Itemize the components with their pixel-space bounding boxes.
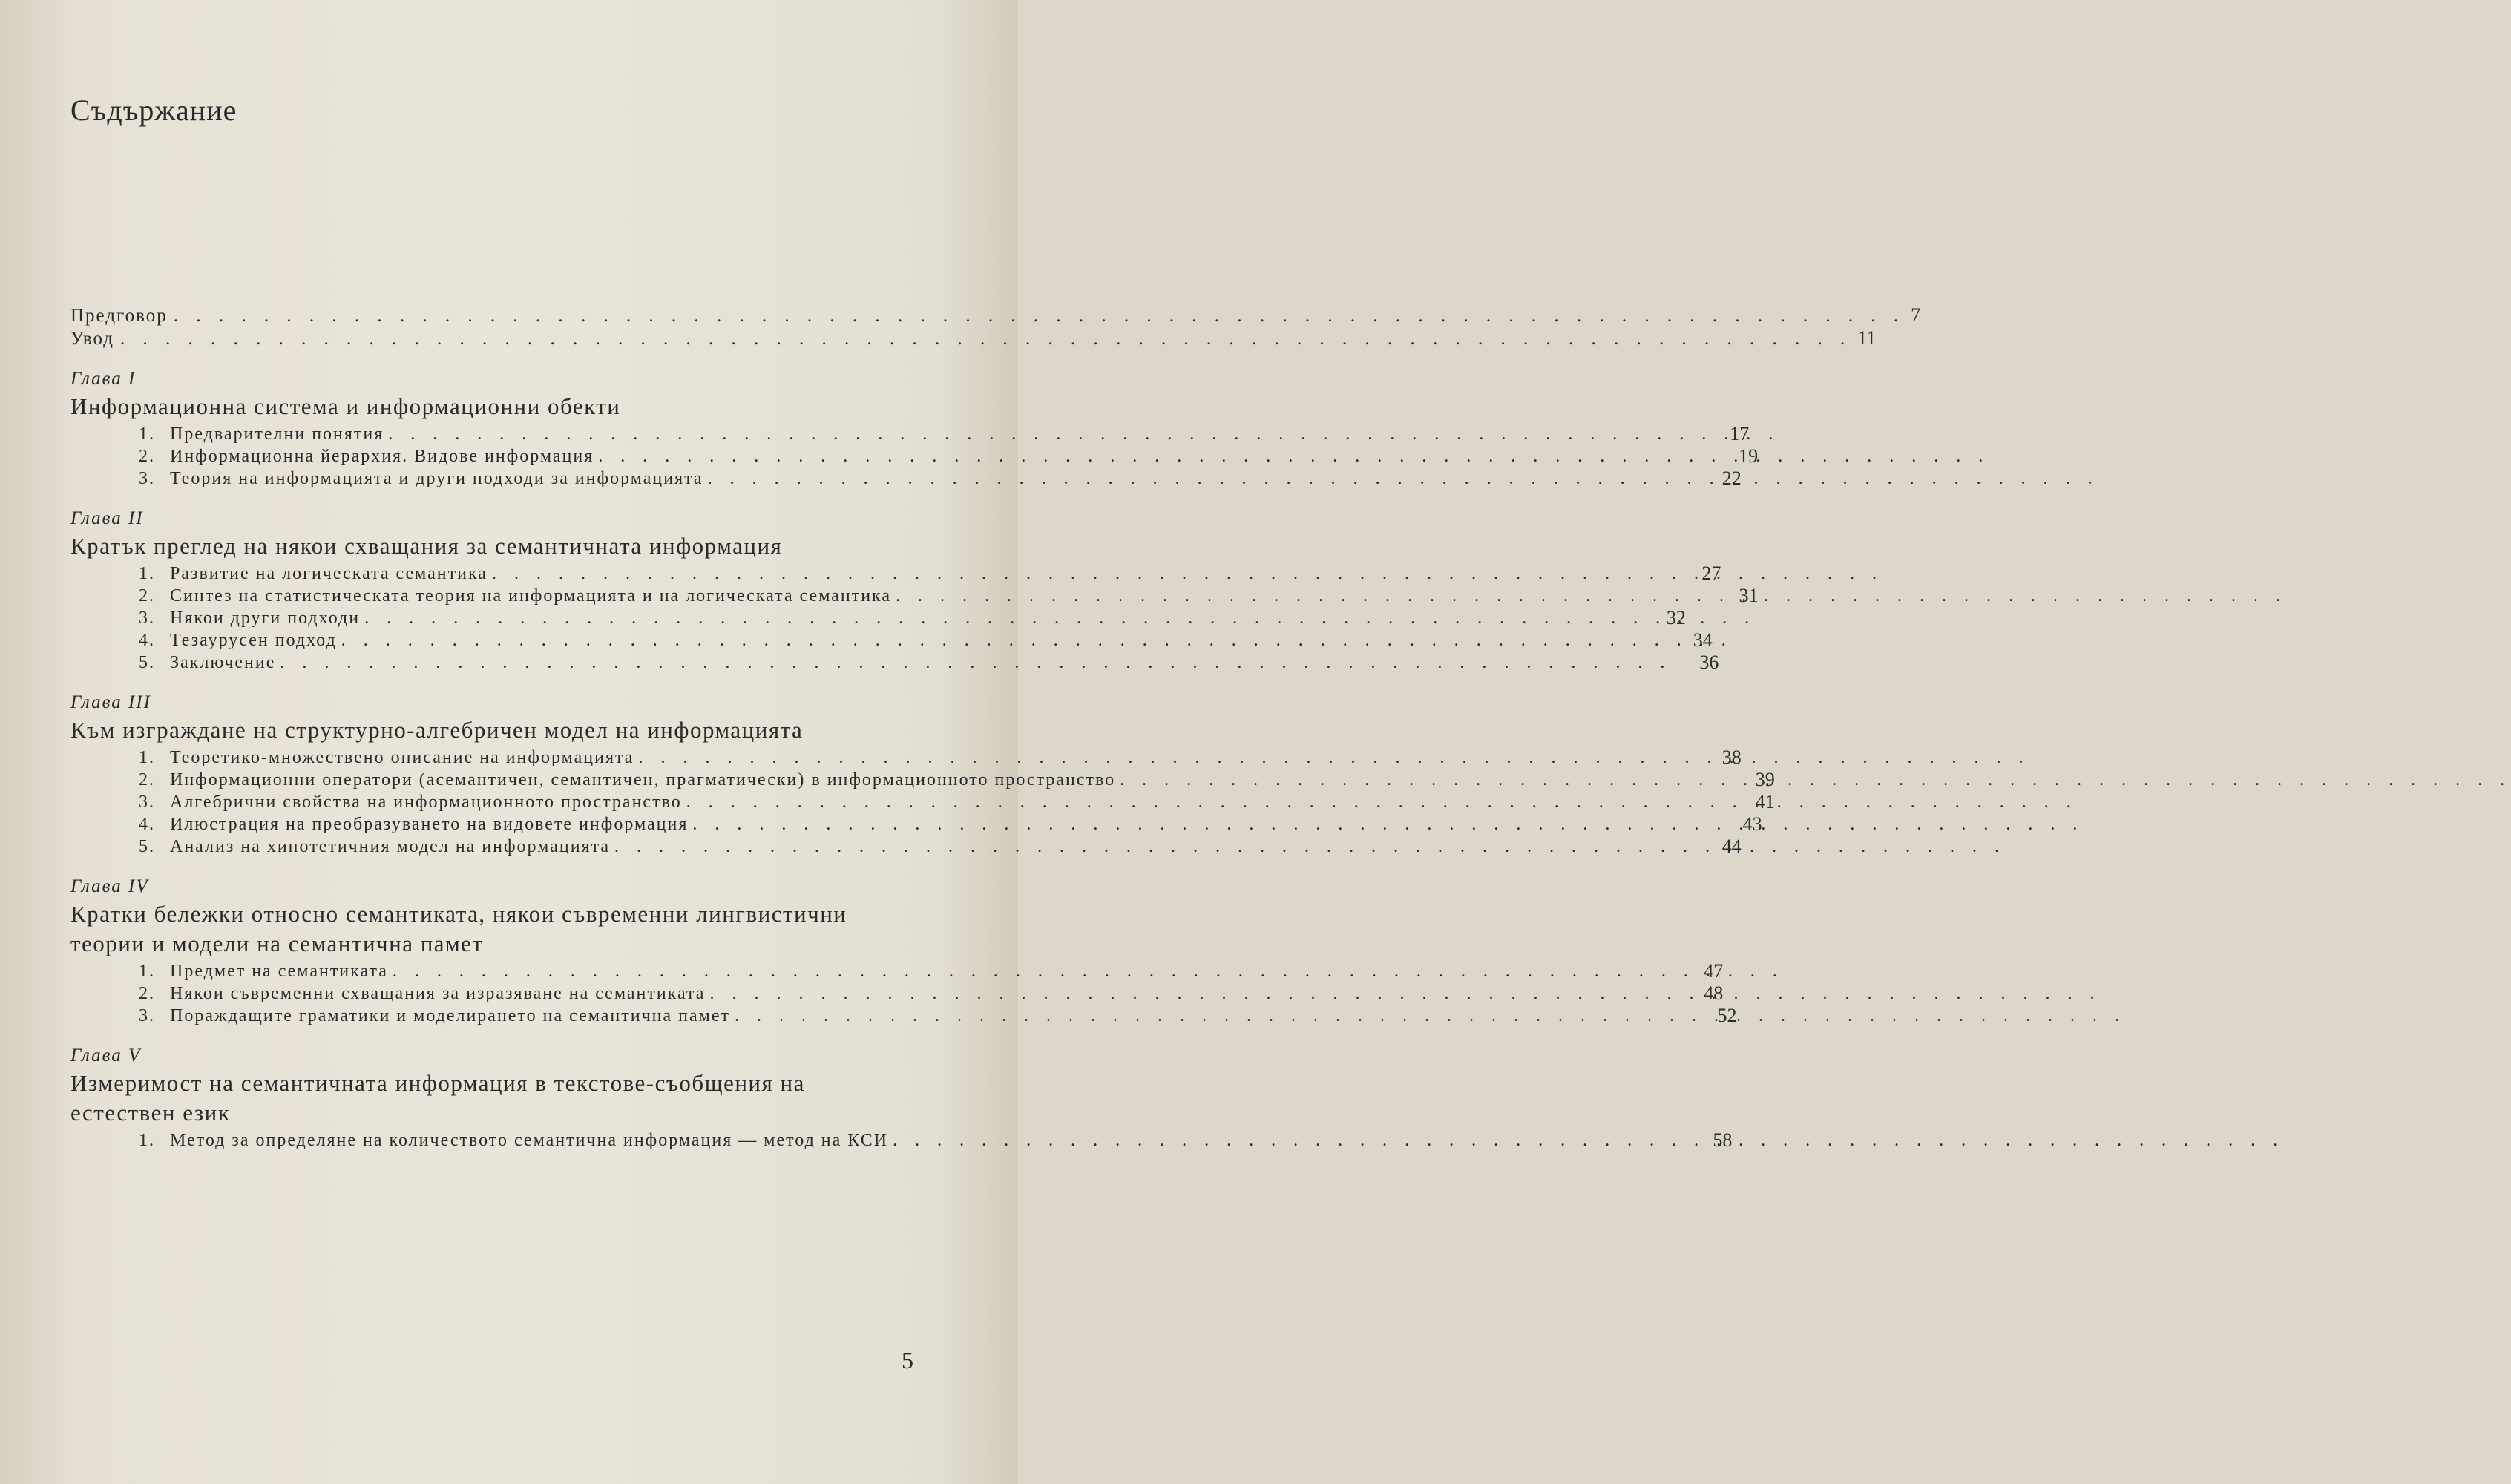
entry-text-wrap xyxy=(170,467,1698,490)
toc-entry xyxy=(139,651,1719,674)
entry-text: Информационни оператори (асемантичен, семантичен, прагматически) в информационното пространство xyxy=(170,770,1116,789)
entry-page: 22 xyxy=(1721,467,1742,489)
dot-leader xyxy=(598,445,1710,467)
chapter-title: Информационна система и информационни обекти xyxy=(70,393,621,419)
entry-text-wrap xyxy=(170,982,1680,1005)
table-of-contents xyxy=(70,304,1921,1152)
dot-leader xyxy=(174,305,1905,327)
chapter-entries xyxy=(70,423,1759,490)
page-title: Съдържание xyxy=(70,93,237,127)
entry-page: 44 xyxy=(1721,835,1742,857)
entry-number: 1. xyxy=(139,748,155,767)
entry-text-wrap xyxy=(170,746,1698,769)
chapter-label: Глава IV xyxy=(70,876,149,896)
toc-entry xyxy=(139,423,1750,445)
entry-page: 32 xyxy=(1666,607,1686,628)
entry-number: 3. xyxy=(139,469,155,488)
entry-text-wrap xyxy=(170,651,1675,674)
toc-entry xyxy=(139,791,1775,813)
dot-leader xyxy=(364,607,1638,629)
entry-page: 58 xyxy=(1713,1129,1733,1151)
entry-page: 38 xyxy=(1721,746,1742,768)
entry-text: Предварителни понятия xyxy=(170,424,384,444)
entry-text-wrap xyxy=(170,835,1698,858)
entry-text-wrap xyxy=(170,813,1719,835)
chapter-entries xyxy=(70,562,1759,674)
chapter-entries xyxy=(70,1129,1733,1152)
toc-entry xyxy=(139,1005,1737,1027)
entry-text: Синтез на статистическата теория на информацията и на логическата семантика xyxy=(170,586,891,605)
toc-entry xyxy=(139,445,1759,467)
entry-text: Тезаурусен подход xyxy=(170,631,337,650)
toc-entry xyxy=(139,629,1713,651)
entry-text: Алгебрични свойства на информационното пространство xyxy=(170,792,682,812)
entry-text: Развитие на логическата семантика xyxy=(170,564,488,583)
chapter-section xyxy=(70,367,1759,490)
toc-preface xyxy=(70,304,1921,327)
chapter-title: Измеримост на семантичната информация в текстове-съобщения на естествен език xyxy=(70,1070,805,1126)
entry-page: 52 xyxy=(1717,1005,1737,1026)
toc-introduction xyxy=(70,327,1877,350)
entry-text: Заключение xyxy=(170,653,276,672)
entry-number: 1. xyxy=(139,1131,155,1150)
dot-leader xyxy=(492,562,1673,585)
toc-entry xyxy=(139,607,1686,629)
dot-leader xyxy=(638,746,1693,769)
entry-page: 43 xyxy=(1742,813,1762,835)
entry-number: 1. xyxy=(139,962,155,981)
dot-leader xyxy=(686,791,1727,813)
chapter-entries xyxy=(70,960,1737,1027)
entry-number: 2. xyxy=(139,447,155,466)
entry-number: 4. xyxy=(139,815,155,834)
chapter-section xyxy=(70,506,1759,674)
dot-leader xyxy=(614,835,1694,858)
entry-text-wrap xyxy=(170,585,1716,607)
toc-introduction-label: Увод xyxy=(70,329,115,349)
entry-page: 34 xyxy=(1693,629,1713,651)
entry-text-wrap xyxy=(170,562,1678,585)
entry-text-wrap xyxy=(170,607,1643,629)
dot-leader xyxy=(692,813,1714,835)
toc-entry xyxy=(139,1129,1733,1152)
entry-text: Илюстрация на преобразуването на видовете информация xyxy=(170,815,689,834)
entry-page: 36 xyxy=(1699,651,1719,673)
entry-number: 2. xyxy=(139,586,155,605)
entry-text: Пораждащите граматики и моделирането на семантична памет xyxy=(170,1006,730,1025)
toc-entry xyxy=(139,769,1775,791)
entry-text-wrap xyxy=(170,1129,1689,1152)
entry-number: 3. xyxy=(139,792,155,812)
entry-number: 5. xyxy=(139,837,155,856)
dot-leader xyxy=(1120,769,1727,791)
entry-number: 5. xyxy=(139,653,155,672)
chapter-entries xyxy=(70,746,1775,858)
chapter-title: Към изграждане на структурно-алгебричен модел на информацията xyxy=(70,717,804,743)
entry-page: 41 xyxy=(1755,791,1775,812)
toc-entry xyxy=(139,813,1762,835)
dot-leader xyxy=(709,982,1675,1005)
entry-number: 1. xyxy=(139,564,155,583)
entry-text: Информационна йерархия. Видове информация xyxy=(170,447,594,466)
entry-page: 19 xyxy=(1739,445,1759,467)
toc-entry xyxy=(139,746,1742,769)
chapter-section xyxy=(70,690,1775,858)
entry-text: Някои съвременни схващания за изразяване на семантиката xyxy=(170,984,706,1003)
toc-entry xyxy=(139,982,1724,1005)
entry-page: 27 xyxy=(1701,562,1721,584)
chapter-label: Глава II xyxy=(70,508,144,528)
dot-leader xyxy=(120,328,1851,350)
entry-number: 2. xyxy=(139,984,155,1003)
entry-text-wrap xyxy=(170,960,1680,982)
entry-text-wrap xyxy=(170,791,1732,813)
entry-text-wrap xyxy=(170,423,1706,445)
chapter-title: Кратки бележки относно семантиката, някои съвременни лингвистични теории и модели на семантична памет xyxy=(70,901,847,956)
dot-leader xyxy=(341,629,1665,651)
toc-preface-label: Предговор xyxy=(70,306,168,326)
entry-text-wrap xyxy=(170,629,1670,651)
toc-entry xyxy=(139,960,1724,982)
entry-text-wrap xyxy=(170,445,1715,467)
dot-leader xyxy=(393,960,1675,982)
toc-entry xyxy=(139,835,1742,858)
chapter-label: Глава I xyxy=(70,369,137,389)
dot-leader xyxy=(708,467,1694,490)
entry-number: 3. xyxy=(139,1006,155,1025)
chapter-section xyxy=(70,874,1737,1027)
entry-page: 39 xyxy=(1755,769,1775,790)
toc-preface-page: 7 xyxy=(1911,304,1921,326)
dot-leader xyxy=(280,651,1671,674)
chapter-label: Глава V xyxy=(70,1045,142,1066)
entry-number: 1. xyxy=(139,424,155,444)
entry-page: 17 xyxy=(1730,423,1750,444)
chapters-list xyxy=(70,367,1775,1152)
page-number: 5 xyxy=(902,1347,913,1373)
entry-page: 31 xyxy=(1739,585,1759,606)
entry-text: Предмет на семантиката xyxy=(170,962,388,981)
entry-text: Теоретико-множествено описание на информацията xyxy=(170,748,634,767)
dot-leader xyxy=(896,585,1711,607)
dot-leader xyxy=(388,423,1701,445)
entry-text: Някои други подходи xyxy=(170,608,361,628)
dot-leader xyxy=(735,1005,1690,1027)
entry-text-wrap xyxy=(170,1005,1694,1027)
entry-page: 47 xyxy=(1704,960,1724,982)
entry-page: 48 xyxy=(1704,982,1724,1004)
chapter-title: Кратък преглед на някои схващания за семантичната информация xyxy=(70,533,783,559)
entry-number: 3. xyxy=(139,608,155,628)
entry-text: Теория на информацията и други подходи за информацията xyxy=(170,469,703,488)
toc-entry xyxy=(139,562,1721,585)
entry-number: 4. xyxy=(139,631,155,650)
entry-text: Метод за определяне на количеството семантична информация — метод на КСИ xyxy=(170,1131,889,1150)
toc-entry xyxy=(139,585,1759,607)
entry-text: Анализ на хипотетичния модел на информацията xyxy=(170,837,611,856)
chapter-section xyxy=(70,1043,1733,1152)
chapter-label: Глава III xyxy=(70,692,152,712)
entry-text-wrap xyxy=(170,769,1732,791)
dot-leader xyxy=(893,1129,1684,1152)
toc-introduction-page: 11 xyxy=(1857,327,1877,349)
entry-number: 2. xyxy=(139,770,155,789)
toc-entry xyxy=(139,467,1742,490)
